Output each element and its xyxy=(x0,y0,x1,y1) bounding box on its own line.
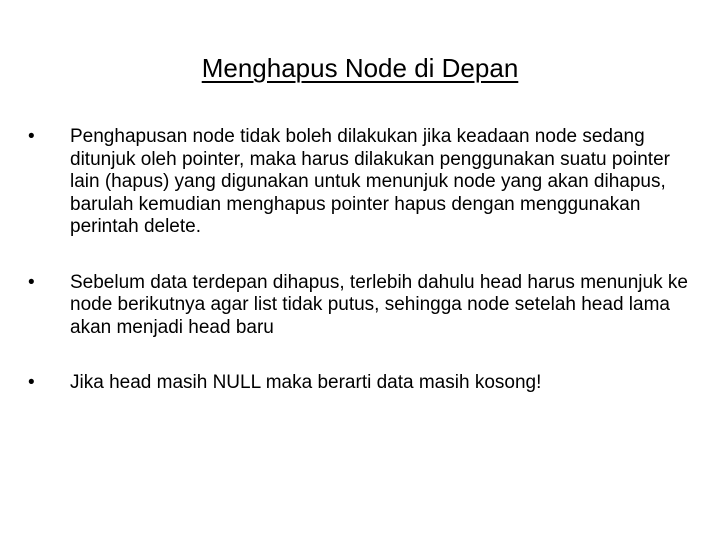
bullet-dot-icon: • xyxy=(28,271,35,293)
bullet-text: Jika head masih NULL maka berarti data masih kosong! xyxy=(70,372,542,393)
bullet-item xyxy=(28,272,698,340)
bullet-list xyxy=(28,126,698,395)
slide-title: Menghapus Node di Depan xyxy=(201,53,519,83)
bullet-dot-icon: • xyxy=(28,372,35,393)
bullet-dot-icon: • xyxy=(28,126,35,147)
bullet-item xyxy=(28,126,698,239)
bullet-item xyxy=(28,372,698,395)
bullet-text: Sebelum data terdepan dihapus, terlebih dahulu head harus menunjuk ke node berikutnya agar list tidak putus, sehingga node setelah head lama akan menjadi head baru xyxy=(70,271,688,338)
bullet-text: Penghapusan node tidak boleh dilakukan jika keadaan node sedang ditunjuk oleh pointer, maka harus dilakukan penggunakan suatu pointer lain (hapus) yang digunakan untuk menunjuk node yang akan dihapus, barulah kemudian menghapus pointer hapus dengan menggunakan perintah delete. xyxy=(70,126,670,237)
